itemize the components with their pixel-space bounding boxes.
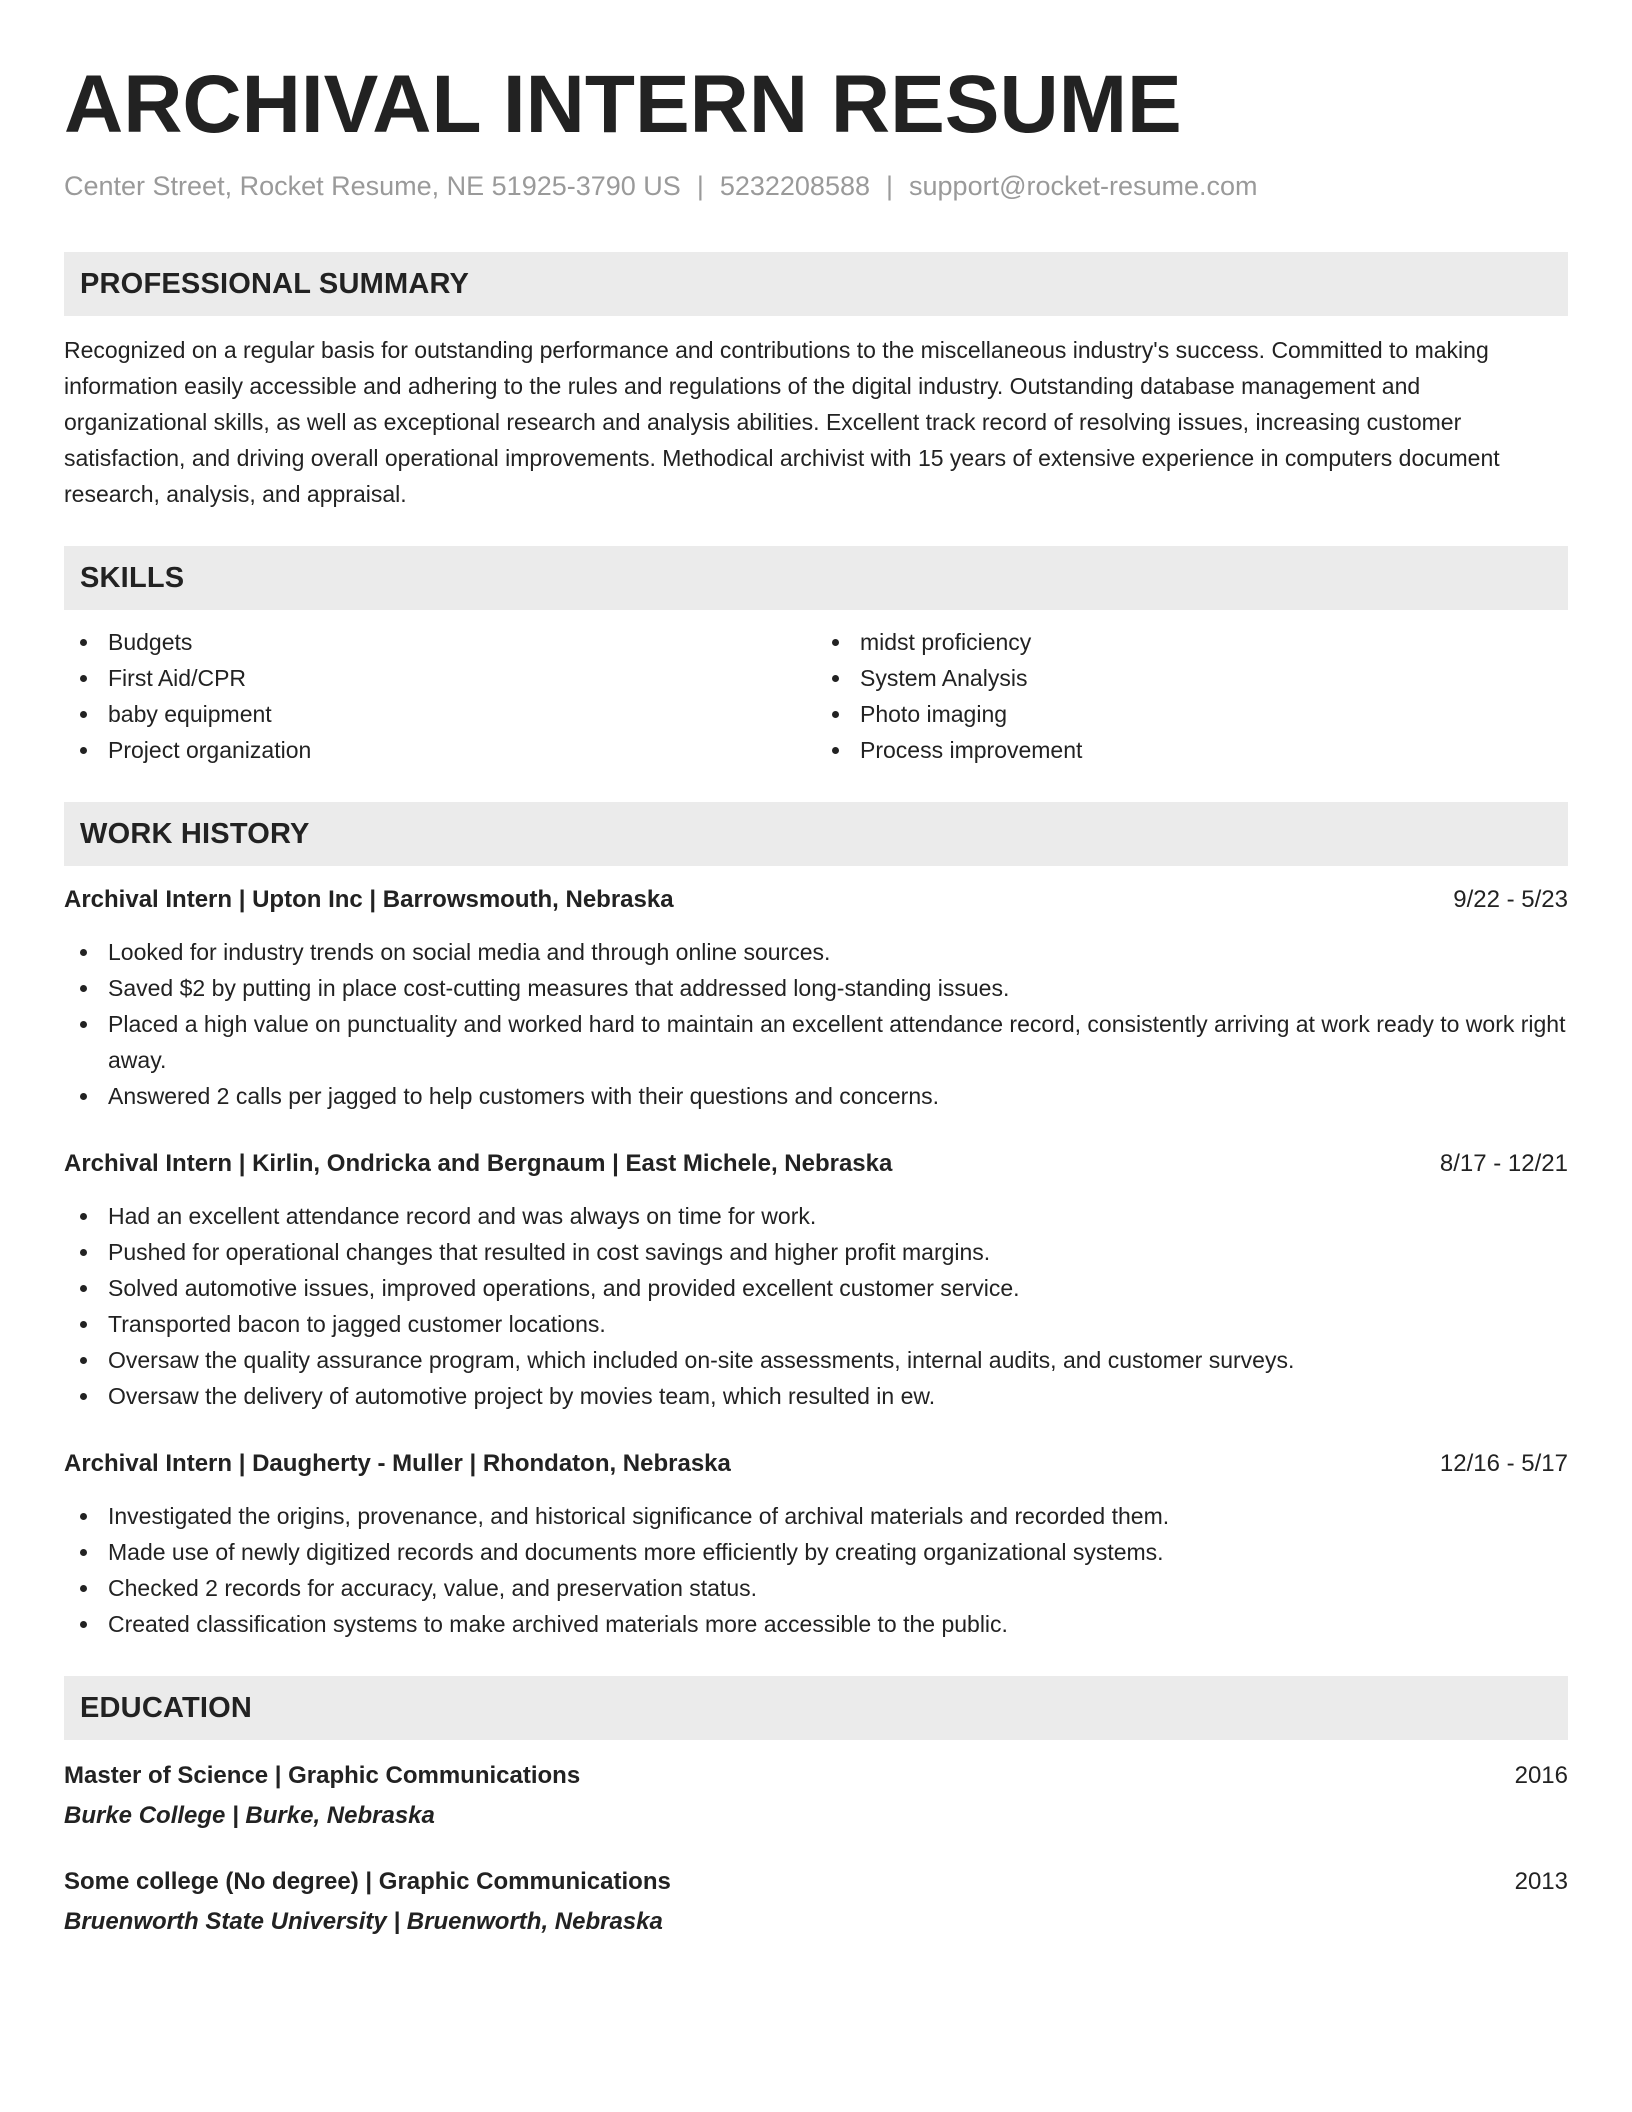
job-bullets	[64, 1498, 1568, 1642]
job-title: Archival Intern | Daugherty - Muller | Rhondaton, Nebraska	[64, 1450, 731, 1478]
education-degree: Some college (No degree) | Graphic Communications	[64, 1868, 671, 1896]
job-bullet: Checked 2 records for accuracy, value, and preservation status.	[64, 1570, 1568, 1606]
skill-item: baby equipment	[64, 696, 816, 732]
education-row	[64, 1866, 1568, 1898]
contact-phone: 5232208588	[719, 171, 870, 201]
section-header-education: EDUCATION	[64, 1676, 1568, 1740]
job-title: Archival Intern | Kirlin, Ondricka and Bergnaum | East Michele, Nebraska	[64, 1150, 893, 1178]
skills-column-left	[64, 624, 816, 768]
skill-item: midst proficiency	[816, 624, 1568, 660]
skill-item: Process improvement	[816, 732, 1568, 768]
education-year: 2016	[1514, 1762, 1568, 1790]
contact-address: Center Street, Rocket Resume, NE 51925-3790 US	[64, 171, 681, 201]
job-bullet: Oversaw the delivery of automotive project by movies team, which resulted in ew.	[64, 1378, 1568, 1414]
skill-item: Photo imaging	[816, 696, 1568, 732]
job-title-row	[64, 1148, 1568, 1180]
skill-item: System Analysis	[816, 660, 1568, 696]
contact-line	[64, 170, 1568, 202]
job-bullet: Solved automotive issues, improved operations, and provided excellent customer service.	[64, 1270, 1568, 1306]
skills-column-right	[816, 624, 1568, 768]
job-bullet: Pushed for operational changes that resulted in cost savings and higher profit margins.	[64, 1234, 1568, 1270]
job-bullet: Oversaw the quality assurance program, which included on-site assessments, internal audits, and customer surveys.	[64, 1342, 1568, 1378]
job-bullet: Saved $2 by putting in place cost-cutting measures that addressed long-standing issues.	[64, 970, 1568, 1006]
education-year: 2013	[1514, 1868, 1568, 1896]
job-bullet: Investigated the origins, provenance, and historical significance of archival materials and recorded them.	[64, 1498, 1568, 1534]
job-bullet: Placed a high value on punctuality and worked hard to maintain an excellent attendance record, consistently arriving at work ready to work right away.	[64, 1006, 1568, 1078]
section-header-skills: SKILLS	[64, 546, 1568, 610]
job-entry	[64, 884, 1568, 1114]
job-dates: 12/16 - 5/17	[1439, 1450, 1568, 1478]
section-header-work-history: WORK HISTORY	[64, 802, 1568, 866]
summary-text: Recognized on a regular basis for outstanding performance and contributions to the miscellaneous industry's success. Committed to making information easily accessible and adhering to the rules and regulations of the digital industry. Outstanding database management and organizational skills, as well as exceptional research and analysis abilities. Excellent track record of resolving issues, increasing customer satisfaction, and driving overall operational improvements. Methodical archivist with 15 years of extensive experience in computers document research, analysis, and appraisal.	[64, 337, 1500, 508]
job-bullet: Created classification systems to make archived materials more accessible to the public.	[64, 1606, 1568, 1642]
job-bullet: Made use of newly digitized records and documents more efficiently by creating organizational systems.	[64, 1534, 1568, 1570]
job-bullet: Looked for industry trends on social media and through online sources.	[64, 934, 1568, 970]
job-title: Archival Intern | Upton Inc | Barrowsmouth, Nebraska	[64, 886, 674, 914]
job-entry	[64, 1148, 1568, 1414]
job-entry	[64, 1448, 1568, 1642]
contact-email: support@rocket-resume.com	[909, 171, 1258, 201]
skills-grid	[64, 624, 1568, 768]
job-bullet: Transported bacon to jagged customer locations.	[64, 1306, 1568, 1342]
job-bullet: Answered 2 calls per jagged to help customers with their questions and concerns.	[64, 1078, 1568, 1114]
job-dates: 9/22 - 5/23	[1453, 886, 1568, 914]
education-school: Bruenworth State University | Bruenworth, Nebraska	[64, 1908, 663, 1936]
education-degree: Master of Science | Graphic Communications	[64, 1762, 581, 1790]
contact-separator: |	[886, 171, 894, 201]
skill-item: Budgets	[64, 624, 816, 660]
contact-separator: |	[696, 171, 704, 201]
skill-item: First Aid/CPR	[64, 660, 816, 696]
education-entry	[64, 1760, 1568, 1832]
job-bullets	[64, 1198, 1568, 1414]
education-school: Burke College | Burke, Nebraska	[64, 1802, 435, 1830]
job-title-row	[64, 884, 1568, 916]
job-dates: 8/17 - 12/21	[1439, 1150, 1568, 1178]
education-entry	[64, 1866, 1568, 1938]
resume-title: ARCHIVAL INTERN RESUME	[64, 59, 1182, 150]
education-row	[64, 1760, 1568, 1792]
job-title-row	[64, 1448, 1568, 1480]
job-bullet: Had an excellent attendance record and was always on time for work.	[64, 1198, 1568, 1234]
skill-item: Project organization	[64, 732, 816, 768]
section-header-summary: PROFESSIONAL SUMMARY	[64, 252, 1568, 316]
job-bullets	[64, 934, 1568, 1114]
